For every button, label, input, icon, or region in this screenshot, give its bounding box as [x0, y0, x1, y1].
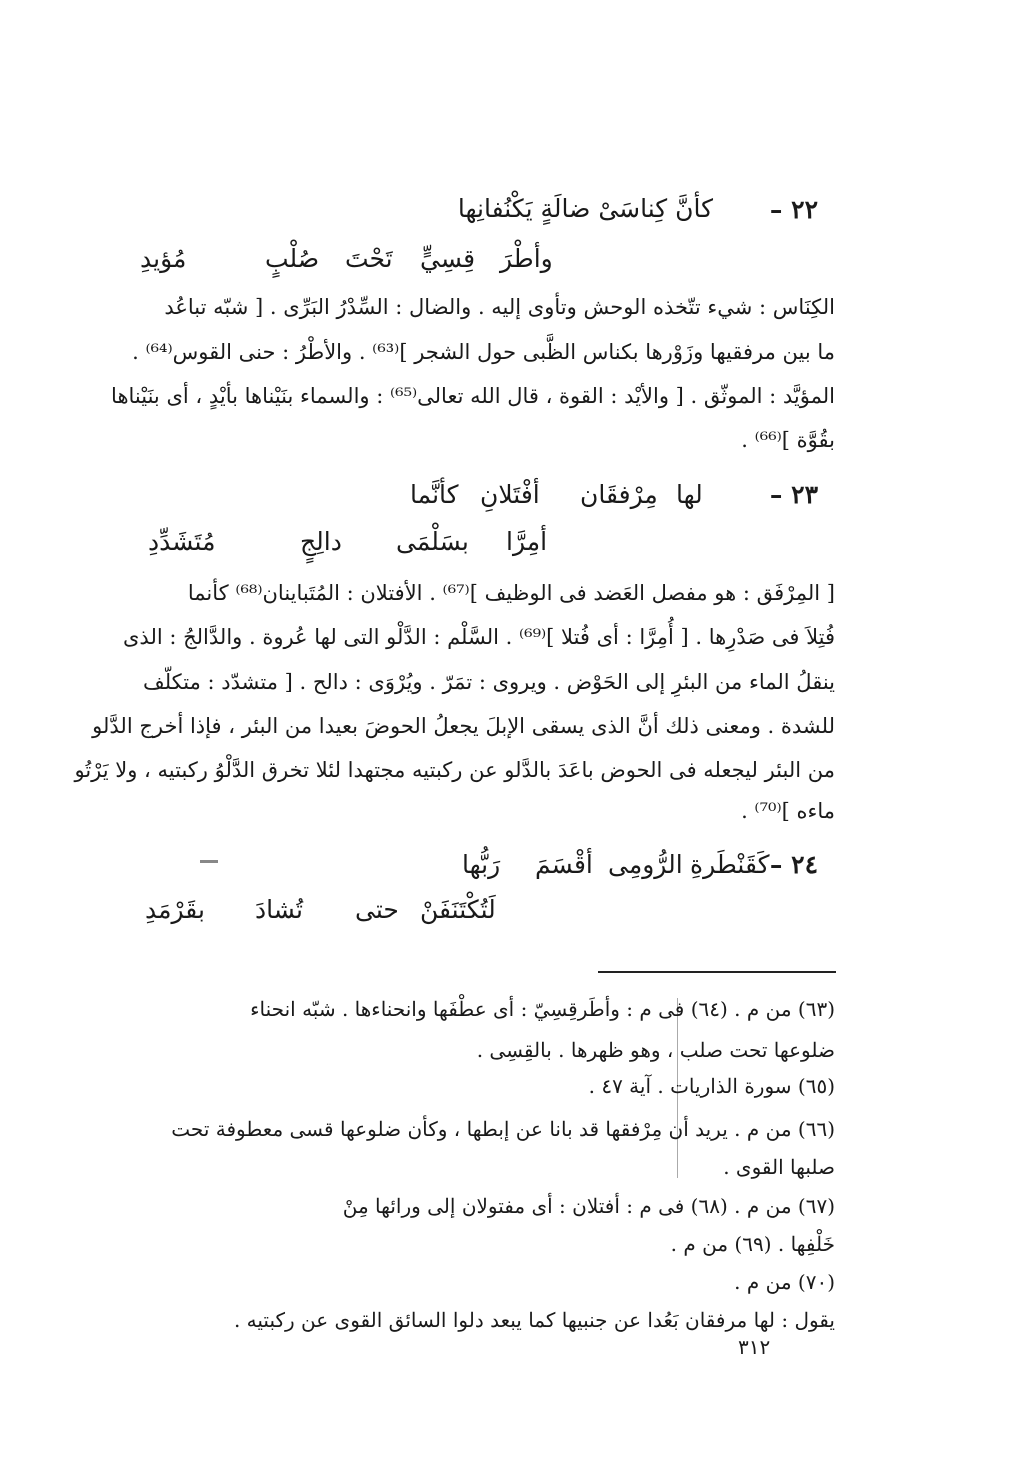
verse-word: أفْتَلانِ [480, 480, 540, 509]
footnote-line: (٦٦) من م . يريد أن مِرْفقها قد بانا عن إبطها ، وكأن ضلوعها قسى معطوفة تحت [171, 1117, 835, 1141]
verse-word: رَبُّها [462, 850, 501, 879]
footnote-line: ضلوعها تحت صلب ، وهو ظهرها . بالقِسِى . [476, 1038, 835, 1062]
verse-word: صُلْبٍ [265, 244, 320, 273]
verse-word: كَقَنْطَرةِ [690, 850, 770, 879]
footnote-line: (٦٥) سورة الذاريات . آية ٤٧ . [588, 1074, 835, 1098]
verse-word: مِرْفقَان [580, 480, 658, 509]
verse-word: تَحْتَ [345, 244, 393, 273]
footnote-line: يقول : لها مرفقان بَعُدا عن جنبيها كما يبعد دلوا السائق القوى عن ركبتيه . [233, 1308, 835, 1332]
footnote-line: صلبها القوى . [723, 1155, 835, 1179]
page-number: ٣١٢ [738, 1335, 771, 1359]
commentary-line: المؤيَّد : الموثّق . [ والأيْد : القوة ، قال الله تعالى⁽⁶⁵⁾ : والسماء بنَيْناها بأيْدٍ ، أى بنَيْناها [111, 384, 835, 408]
commentary-line: بقُوَّة ]⁽⁶⁶⁾ . [741, 428, 835, 452]
verse-word: كأنَّما [410, 480, 459, 509]
footnote-line: (٦٣) من م . (٦٤) فى م : وأطَرقِسِيّ : أى عطْفَها وانحناءها . شبّه انحناء [250, 997, 835, 1021]
commentary-line: الكِنَاس : شيء تتّخذه الوحش وتأوى إليه . والضال : السِّدْرُ البَرِّى . [ شبّه تباعُد [164, 295, 835, 319]
verse-word: بسَلْمَى [396, 527, 469, 556]
footnote-separator [598, 971, 836, 973]
verse-word: مُؤيدِ [140, 244, 187, 273]
verse-number: ٢٤ – [769, 850, 818, 879]
ink-mark [200, 860, 218, 863]
verse-word: وأطْرَ [500, 244, 553, 273]
verse-word: دالِجٍ [300, 527, 342, 556]
commentary-line: فُتِلاَ فى صَدْرِها . [ أُمِرَّا : أى فُتلا ]⁽⁶⁹⁾ . السَّلْم : الدَّلْو التى لها عُروة . والدَّالجُ : الذى [122, 625, 835, 649]
commentary-line: من البئر ليجعله فى الحوض باعَدَ بالدَّلو عن ركبتيه مجتهدا لئلا تخرق الدَّلْوُ ركبتيه ، ولا يَرْتُو [74, 758, 835, 782]
footnote-line: خَلْفِها . (٦٩) من م . [670, 1232, 835, 1256]
footnote-line: (٦٧) من م . (٦٨) فى م : أفتلان : أى مفتولان إلى ورائها مِنْ [342, 1194, 835, 1218]
commentary-line: ينقلُ الماء من البئرِ إلى الحَوْض . ويروى : تمَرّ . ويُرْوَى : دالح . [ متشدّد : متكلّف [142, 670, 835, 694]
commentary-line: ما بين مرفقيها وزَوْرها بكناس الظَّبى حول الشجر ]⁽⁶³⁾ . والأطْرُ : حنى القوس⁽⁶⁴⁾ . [132, 340, 835, 364]
verse-word: أمِرَّا [506, 527, 548, 556]
verse-number: ٢٢ – [769, 195, 818, 224]
verse-word: لَتُكْتَنَفَنْ [420, 895, 496, 924]
verse-word: الرُّومِى [608, 850, 683, 879]
commentary-line: للشدة . ومعنى ذلك أنَّ الذى يسقى الإبلَ يجعلُ الحوضَ بعيدا من البئر ، فإذا أخرج الدَّلو [92, 714, 835, 738]
commentary-line: [ المِرْفَق : هو مفصل العَضد فى الوظيف ]⁽⁶⁷⁾ . الأفتلان : المُتَباينان⁽⁶⁸⁾ كأنما [187, 581, 835, 605]
verse-word: أقْسَمَ [535, 850, 593, 879]
commentary-line: ماءه ]⁽⁷⁰⁾ . [741, 799, 835, 823]
verse-word: بقَرْمَدِ [145, 895, 205, 924]
verse-word: لها [676, 480, 703, 509]
verse-word: مُتَشَدِّدِ [148, 527, 216, 556]
verse-number: ٢٣ – [769, 480, 818, 509]
verse-hemistich-first: كأنَّ كِناسَىْ ضالَةٍ يَكْنُفانِها [457, 194, 713, 223]
verse-word: قِسِيٍّ [420, 244, 476, 273]
footnote-line: (٧٠) من م . [734, 1270, 835, 1294]
verse-word: حتى [355, 895, 399, 924]
verse-word: تُشادَ [255, 895, 304, 924]
